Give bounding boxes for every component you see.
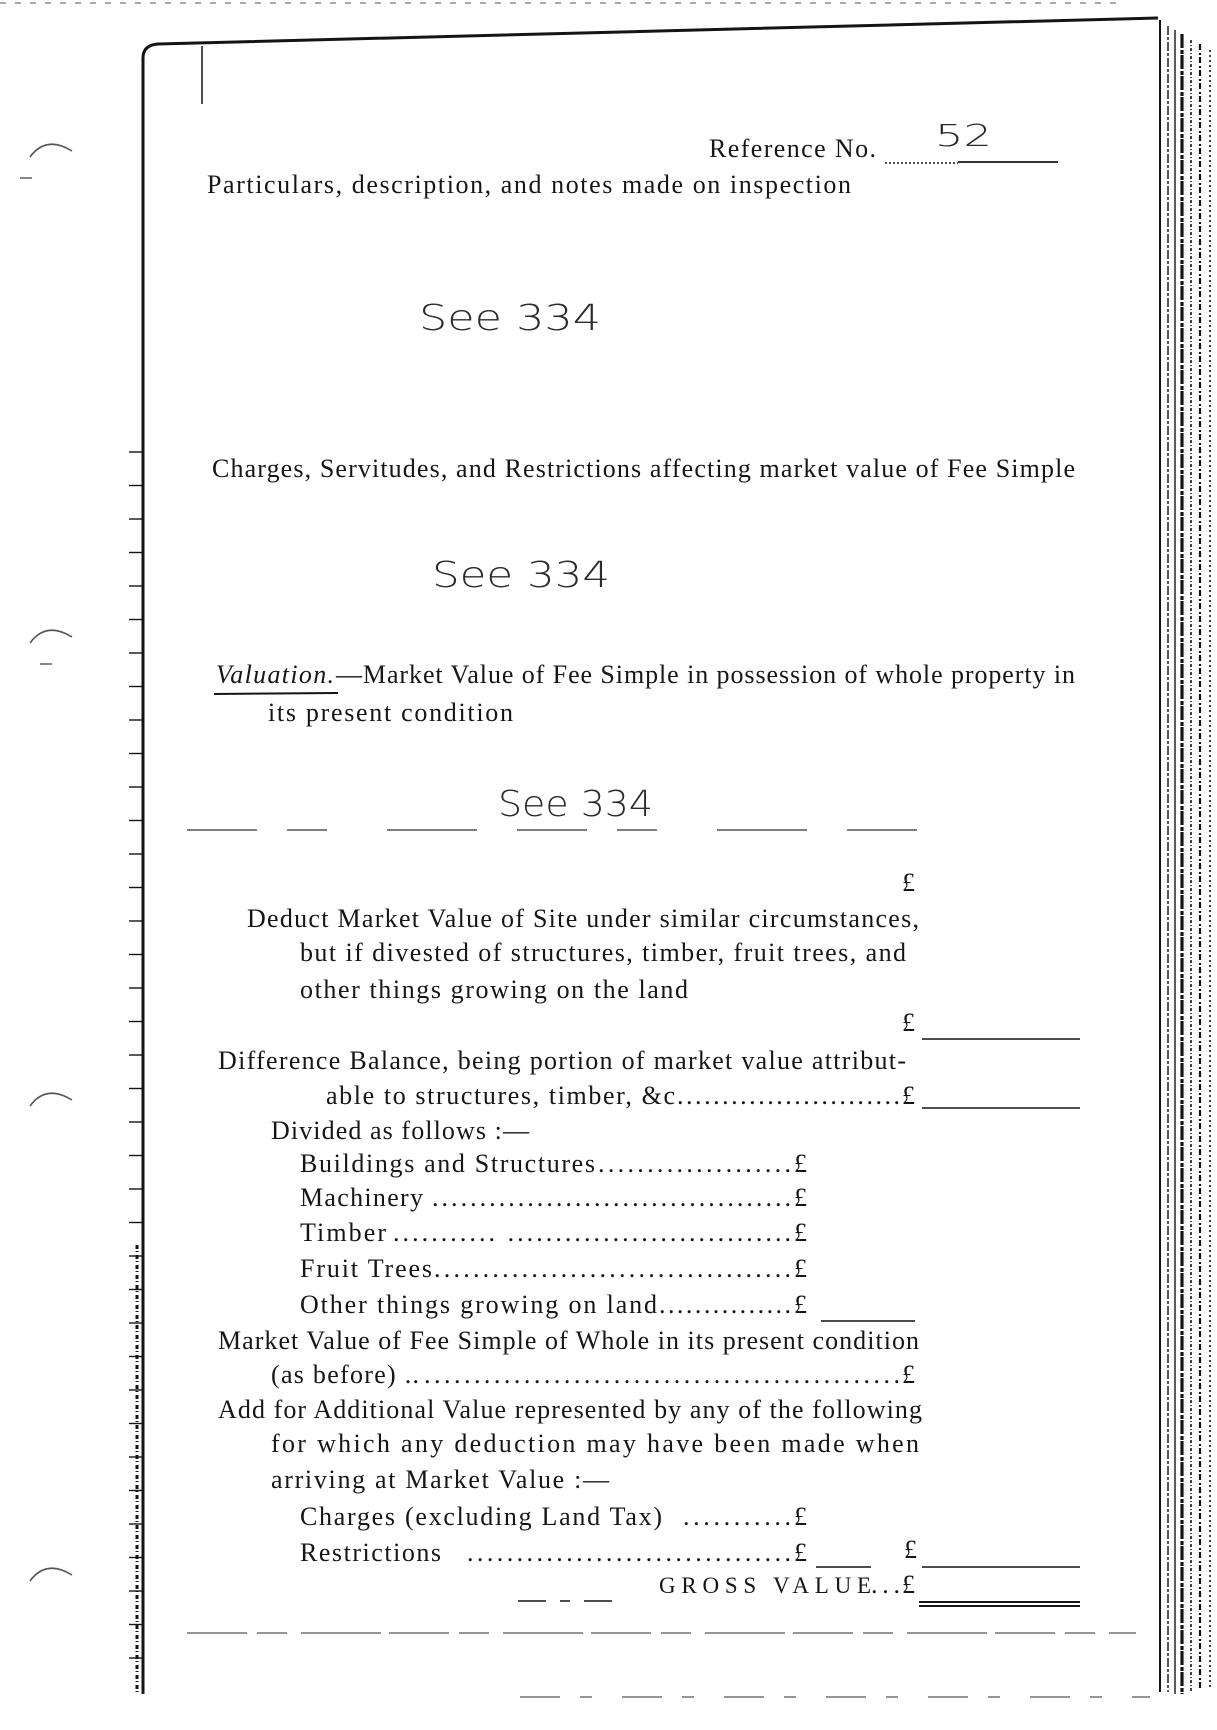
particulars-heading: Particulars, description, and notes made on inspection (207, 170, 851, 199)
charges-handwritten-note: See 334 (432, 555, 610, 596)
additional-item-currency: £ (794, 1538, 807, 1567)
market-value-line2-leader: ................................................ (424, 1360, 901, 1389)
gross-value-currency: £ (902, 1570, 915, 1599)
item-currency: £ (794, 1183, 807, 1212)
additional-item-leader: ........... (683, 1502, 791, 1531)
valuation-heading-line2: its present condition (268, 698, 513, 727)
item-label: Fruit Trees (300, 1254, 432, 1283)
valuation-label: Valuation. (216, 660, 334, 689)
hole-punch-marks (20, 144, 72, 1581)
item-label: Other things growing on land (300, 1290, 657, 1319)
page-stack-edges (1160, 20, 1210, 1694)
item-label: Timber (300, 1218, 386, 1247)
additional-item-leader: ................................. (467, 1538, 791, 1567)
item-leader: ..................................... (434, 1254, 792, 1283)
market-value-currency: £ (902, 1360, 915, 1389)
market-value-line1: Market Value of Fee Simple of Whole in its present condition (218, 1326, 920, 1355)
item-currency: £ (794, 1254, 807, 1283)
additional-item-label: Charges (excluding Land Tax) (300, 1502, 662, 1531)
additional-line1: Add for Additional Value represented by any of the following (218, 1395, 922, 1424)
hole-punch-arc (30, 1568, 72, 1581)
charges-heading: Charges, Servitudes, and Restrictions affecting market value of Fee Simple (212, 454, 1075, 483)
item-label: Machinery (300, 1183, 423, 1212)
difference-line1: Difference Balance, being portion of market value attribut- (218, 1046, 906, 1075)
reference-number: 52 (935, 119, 992, 154)
item-leader: ........... .............................. (393, 1218, 792, 1247)
deduct-line1: Deduct Market Value of Site under similar circumstances, (247, 904, 919, 933)
valuation-label-underline (214, 693, 338, 694)
valuation-currency: £ (902, 868, 915, 897)
additional-item-currency: £ (794, 1502, 807, 1531)
deduct-line3: other things growing on the land (300, 975, 688, 1004)
hole-punch-arc (30, 1093, 72, 1106)
gross-value-leader: ... (871, 1570, 900, 1599)
valuation-handwritten-note: See 334 (498, 784, 653, 825)
deduct-currency: £ (902, 1008, 915, 1037)
hole-punch-arc (30, 630, 72, 643)
deduct-line2: but if divested of structures, timber, fruit trees, and (300, 938, 906, 967)
item-leader: .................... (598, 1149, 791, 1178)
additional-line3: arriving at Market Value :— (271, 1465, 609, 1494)
difference-line2-leader: ......................... (677, 1081, 900, 1110)
valuation-heading-line1: —Market Value of Fee Simple in possession of whole property in (336, 660, 1075, 689)
item-currency: £ (794, 1149, 807, 1178)
additional-item-label: Restrictions (300, 1538, 441, 1567)
item-leader: ...................................... (432, 1183, 791, 1212)
divided-heading: Divided as follows :— (271, 1116, 529, 1145)
additional-total-currency: £ (904, 1535, 917, 1564)
item-currency: £ (794, 1290, 807, 1319)
hole-punch-arc (30, 144, 72, 157)
additional-line2: for which any deduction may have been made when (271, 1429, 919, 1458)
particulars-handwritten-note: See 334 (419, 298, 601, 339)
gross-value-label: GROSS VALUE (659, 1573, 871, 1598)
item-leader: ............... (659, 1290, 791, 1319)
item-currency: £ (794, 1218, 807, 1247)
difference-line2-label: able to structures, timber, &c (326, 1081, 675, 1110)
item-label: Buildings and Structures (300, 1149, 595, 1178)
reference-label: Reference No. (709, 134, 876, 163)
difference-currency: £ (902, 1081, 915, 1110)
market-value-line2-label: (as before) .. (271, 1360, 419, 1389)
